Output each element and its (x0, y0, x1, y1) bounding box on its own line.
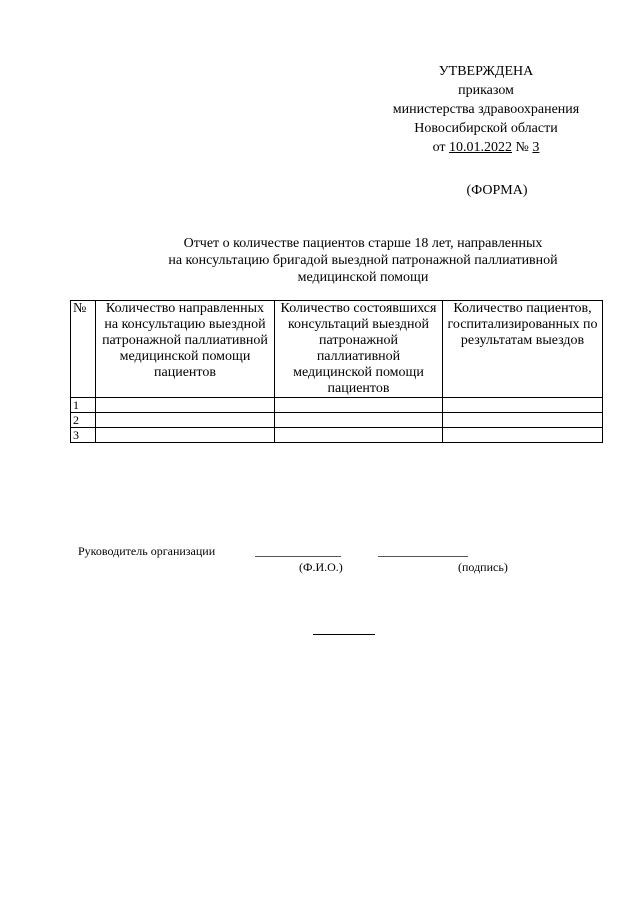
table-row (71, 398, 603, 413)
column-header-hospitalized: Количество пациентов, госпитализированных по результатам выездов (443, 301, 603, 398)
report-table (70, 300, 603, 443)
report-title-line: Отчет о количестве пациентов старше 18 лет, направленных (183, 236, 543, 251)
approval-date: 10.01.2022 (449, 140, 513, 155)
approval-ministry: министерства здравоохранения (392, 102, 580, 117)
approval-number-label: № (515, 140, 529, 155)
signature-line (378, 556, 468, 557)
table-cell (275, 413, 443, 428)
table-header-row (71, 301, 603, 398)
column-header-consultations: Количество состоявшихся консультаций выездной патронажной паллиативной медицинской помощи пациентов (275, 301, 443, 398)
table-cell (443, 413, 603, 428)
table-cell: 3 (71, 428, 96, 443)
column-header-number: № (71, 301, 96, 398)
table-cell (443, 428, 603, 443)
column-header-referred: Количество направленных на консультацию выездной патронажной паллиативной медицинской помощи пациентов (96, 301, 275, 398)
table-cell (96, 398, 275, 413)
approval-region: Новосибирской области (414, 121, 558, 136)
approval-from-label: от (432, 140, 446, 155)
table-cell (443, 398, 603, 413)
table-row (71, 413, 603, 428)
report-title-line: на консультацию бригадой выездной патронажной паллиативной (168, 253, 558, 268)
approval-date-line (370, 138, 602, 157)
table-cell (96, 413, 275, 428)
approval-number: 3 (532, 140, 540, 155)
signature-caption: (подпись) (458, 560, 508, 574)
approval-status: УТВЕРЖДЕНА (438, 64, 534, 79)
form-label: (ФОРМА) (466, 183, 528, 198)
table-cell (275, 428, 443, 443)
table-row (71, 428, 603, 443)
signature-label: Руководитель организации (78, 544, 216, 558)
report-title-line: медицинской помощи (297, 270, 429, 285)
name-line (255, 556, 341, 557)
end-divider (313, 634, 375, 635)
table-cell (275, 398, 443, 413)
report-title (140, 235, 586, 286)
approval-by: приказом (458, 83, 514, 98)
table-cell: 1 (71, 398, 96, 413)
table-cell (96, 428, 275, 443)
table-cell: 2 (71, 413, 96, 428)
approval-block (370, 62, 602, 157)
name-caption: (Ф.И.О.) (299, 560, 343, 574)
